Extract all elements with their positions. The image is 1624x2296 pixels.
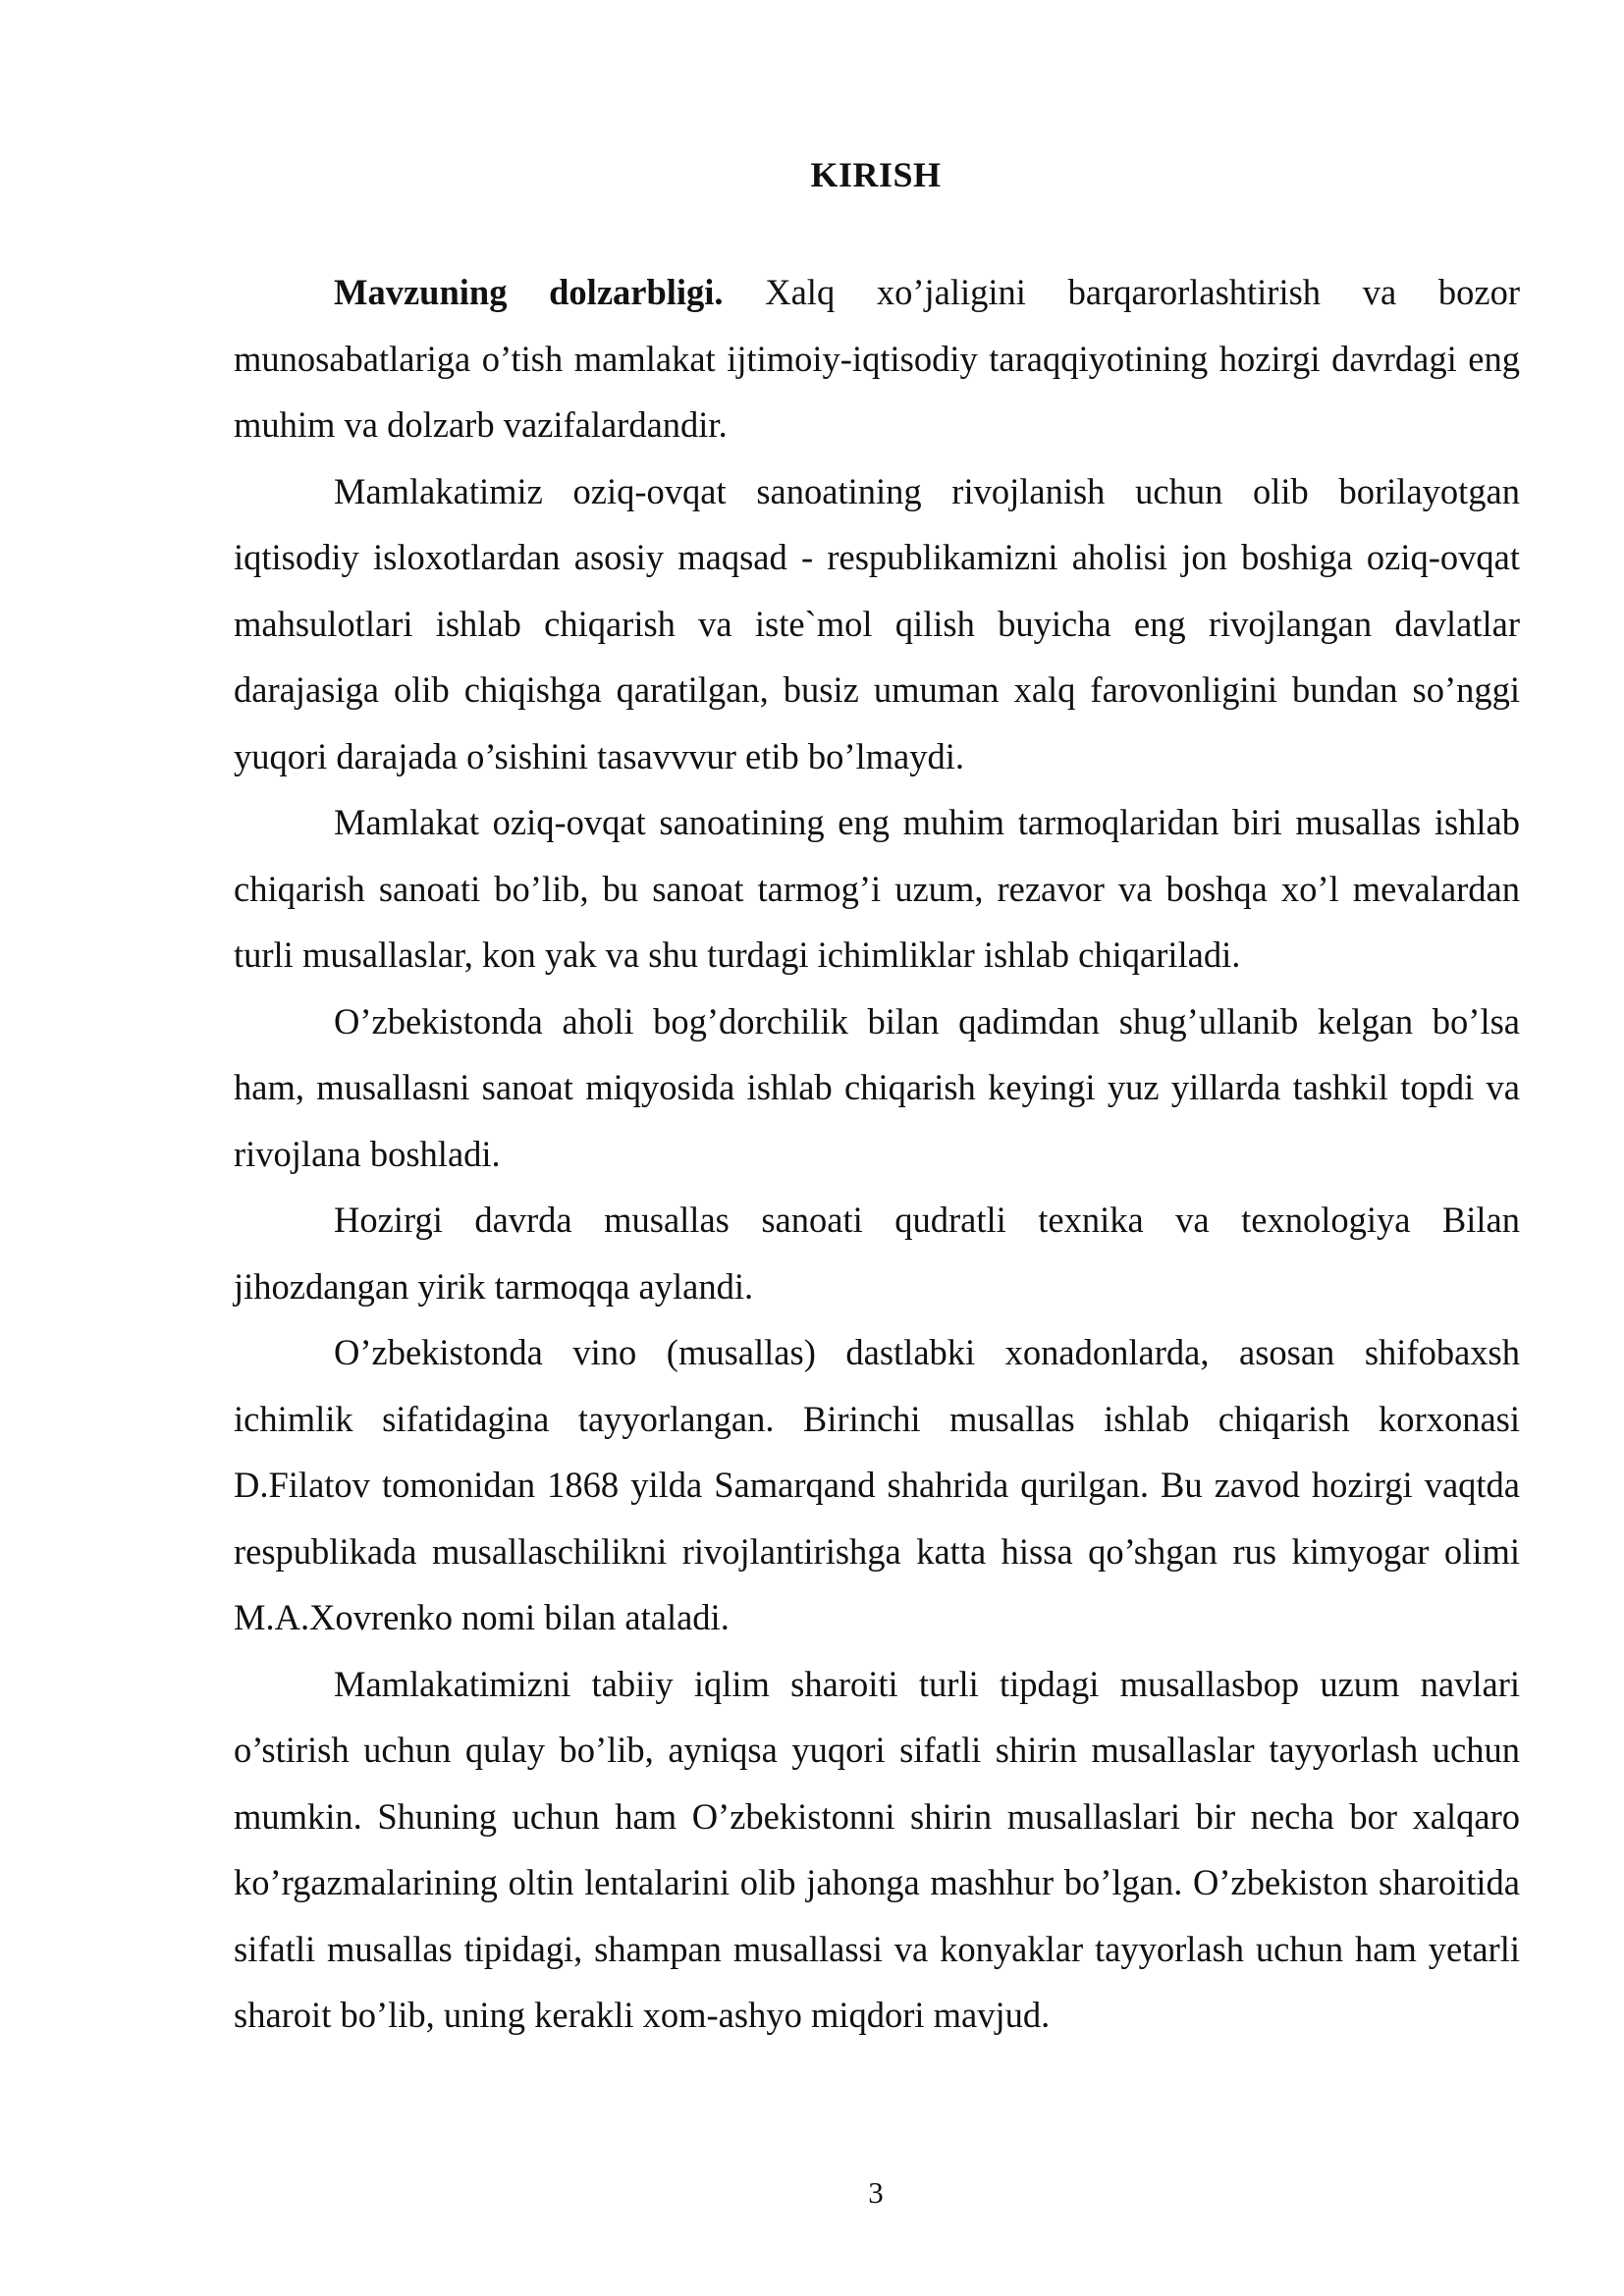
paragraph-lead: Mavzuning dolzarbligi.	[334, 272, 724, 312]
paragraph-6	[234, 1319, 1520, 1651]
paragraph-text: O’zbekistonda vino (musallas) dastlabki xonadonlarda, asosan shifobaxsh ichimlik sifatidagina tayyorlangan. Birinchi musallas ishlab chiqarish korxonasi D.Filatov tomonidan 1868 yilda Samarqand shahrida qurilgan. Bu zavod hozirgi vaqtda respublikada musallaschilikni rivojlantirishga katta hissa qo’shgan rus kimyogar olimi M.A.Xovrenko nomi bilan ataladi.	[234, 1332, 1520, 1637]
paragraph-1	[234, 259, 1520, 458]
paragraph-5	[234, 1187, 1520, 1319]
document-body	[234, 259, 1520, 2049]
paragraph-text: Xalq xo’jaligini barqarorlashtirish va bozor munosabatlariga o’tish mamlakat ijtimoiy-iqtisodiy taraqqiyotining hozirgi davrdagi eng muhim va dolzarb vazifalardandir.	[234, 272, 1520, 445]
paragraph-text: Mamlakatimizni tabiiy iqlim sharoiti turli tipdagi musallasbop uzum navlari o’stirish uchun qulay bo’lib, ayniqsa yuqori sifatli shirin musallaslar tayyorlash uchun mumkin. Shuning uchun ham O’zbekistonni shirin musallaslari bir necha bor xalqaro ko’rgazmalarining oltin lentalarini olib jahonga mashhur bo’lgan. O’zbekiston sharoitida sifatli musallas tipidagi, shampan musallassi va konyaklar tayyorlash uchun ham yetarli sharoit bo’lib, uning kerakli xom-ashyo miqdori mavjud.	[234, 1663, 1520, 2035]
paragraph-7	[234, 1651, 1520, 2049]
paragraph-3	[234, 789, 1520, 988]
page-title: KIRISH	[810, 155, 942, 194]
paragraph-text: Hozirgi davrda musallas sanoati qudratli texnika va texnologiya Bilan jihozdangan yirik tarmoqqa aylandi.	[234, 1200, 1520, 1307]
paragraph-text: O’zbekistonda aholi bog’dorchilik bilan qadimdan shug’ullanib kelgan bo’lsa ham, musallasni sanoat miqyosida ishlab chiqarish keyingi yuz yillarda tashkil topdi va rivojlana boshladi.	[234, 1000, 1520, 1174]
paragraph-2	[234, 458, 1520, 790]
paragraph-4	[234, 988, 1520, 1188]
paragraph-text: Mamlakatimiz oziq-ovqat sanoatining rivojlanish uchun olib borilayotgan iqtisodiy isloxotlardan asosiy maqsad - respublikamizni aholisi jon boshiga oziq-ovqat mahsulotlari ishlab chiqarish va iste`mol qilish buyicha eng rivojlangan davlatlar darajasiga olib chiqishga qaratilgan, busiz umuman xalq farovonligini bundan so’nggi yuqori darajada o’sishini tasavvvur etib bo’lmaydi.	[234, 470, 1520, 776]
paragraph-text: Mamlakat oziq-ovqat sanoatining eng muhim tarmoqlaridan biri musallas ishlab chiqarish sanoati bo’lib, bu sanoat tarmog’i uzum, rezavor va boshqa xo’l mevalardan turli musallaslar, kon yak va shu turdagi ichimliklar ishlab chiqariladi.	[234, 802, 1520, 975]
page-number: 3	[868, 2175, 884, 2210]
